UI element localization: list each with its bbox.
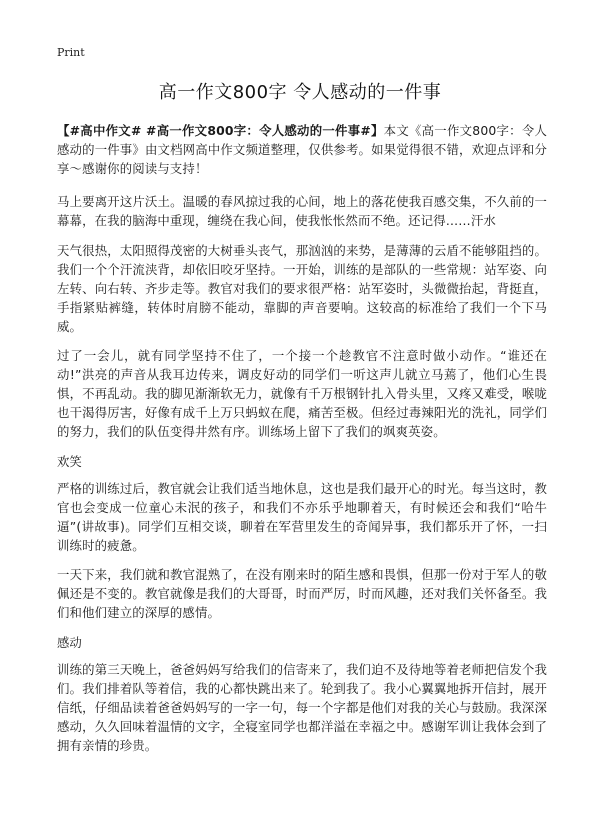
article-body — [57, 121, 547, 765]
intro-lead: 【#高中作文# #高一作文800字：令人感动的一件事#】 — [57, 123, 384, 138]
page-title: 高一作文800字 令人感动的一件事 — [158, 82, 442, 103]
paragraph-4: 严格的训练过后，教官就会让我们适当地休息，这也是我们最开心的时光。每当这时，教官也会变成一位童心未泯的孩子，和我们不亦乐乎地聊着天，有时候还会和我们“哈牛逼”(讲故事)。同学们互相交谈，聊着在军营里发生的奇闻异事，我们都乐开了怀，一扫训练时的疲惫。 — [57, 480, 547, 553]
paragraph-6: 训练的第三天晚上，爸爸妈妈写给我们的信寄来了，我们迫不及待地等着老师把信发个我们。我们排着队等着信，我的心都快跳出来了。轮到我了。我小心翼翼地拆开信封，展开信纸，仔细品读着爸爸妈妈写的一字一句，每一个字都是他们对我的关心与鼓励。我深深感动，久久回味着温情的文字，全寝室同学也都洋溢在幸福之中。感谢军训让我体会到了拥有亲情的珍贵。 — [57, 661, 547, 753]
section-heading-laughter: 欢笑 — [57, 453, 82, 469]
intro-paragraph — [57, 121, 547, 178]
paragraph-2: 天气很热，太阳照得茂密的大树垂头丧气，那汹汹的来势，是薄薄的云盾不能够阻挡的。我们一个个汗流浃背，却依旧咬牙坚持。一开始，训练的是部队的一些常规：站军姿、向左转、向右转、齐步走等。教官对我们的要求很严格：站军姿时，头微微抬起，背挺直，手指紧贴裤缝，转体时肩膀不能动，靠脚的声音要响。这较高的标准给了我们一个下马威。 — [57, 242, 547, 334]
print-link[interactable]: Print — [57, 46, 85, 59]
paragraph-3: 过了一会儿，就有同学坚持不住了，一个接一个趁教官不注意时做小动作。“谁还在动!”洪亮的声音从我耳边传来，调皮好动的同学们一听这声儿就立马蔫了，他们心生畏惧，不再乱动。我的脚见渐渐软无力，就像有千万根钢针扎入骨头里，又疼又难受，喉咙也干渴得厉害，好像有成千上万只蚂蚁在爬，痛苦至极。但经过毒辣阳光的洗礼，同学们的努力，我们的队伍变得井然有序。训练场上留下了我们的飒爽英姿。 — [57, 348, 547, 439]
intro-text: 本文《高一作文800字：令人感动的一件事》由文档网高中作文频道整理，仅供参考。如果觉得很不错，欢迎点评和分享～感谢你的阅读与支持！ — [57, 123, 548, 176]
paragraph-5: 一天下来，我们就和教官混熟了，在没有刚来时的陌生感和畏惧，但那一份对于军人的敬佩还是不变的。教官就像是我们的大哥哥，时而严厉，时而风趣，还对我们关怀备至。我们和他们建立的深厚的感情。 — [57, 567, 547, 620]
section-heading-moved: 感动 — [57, 634, 82, 650]
paragraph-1: 马上要离开这片沃土。温暖的春风掠过我的心间，地上的落花使我百感交集，不久前的一幕幕，在我的脑海中重现，缠绕在我心间，使我怅怅然而不绝。还记得……汗水 — [57, 194, 547, 228]
